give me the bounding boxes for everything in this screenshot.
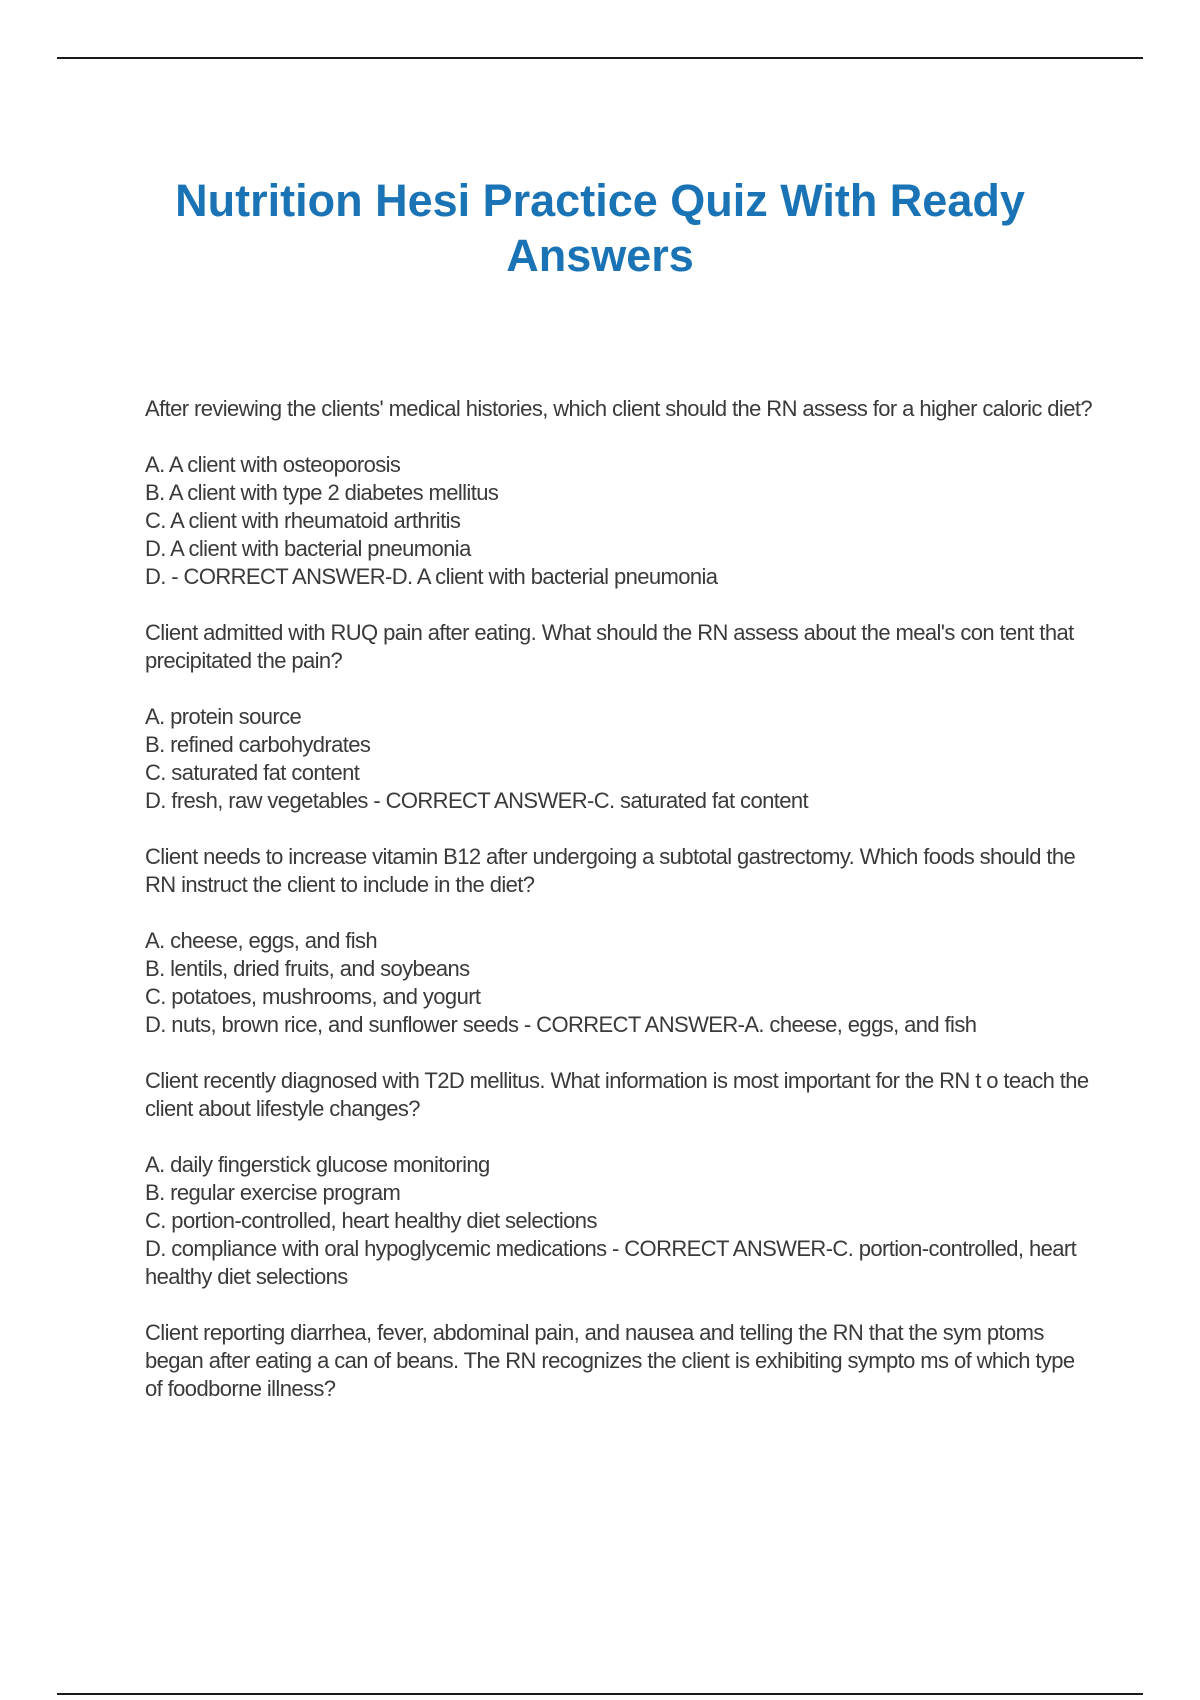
option-b: B. lentils, dried fruits, and soybeans (145, 956, 470, 981)
question-text: After reviewing the clients' medical histories, which client should the RN assess for a higher caloric diet? (145, 396, 1092, 421)
option-b: B. refined carbohydrates (145, 732, 371, 757)
question-5 (145, 1319, 1095, 1403)
option-c: C. portion-controlled, heart healthy diet selections (145, 1208, 597, 1233)
quiz-content (145, 395, 1095, 1431)
option-c: C. A client with rheumatoid arthritis (145, 508, 461, 533)
option-a: A. cheese, eggs, and fish (145, 928, 378, 953)
option-d-with-answer: D. nuts, brown rice, and sunflower seeds - CORRECT ANSWER-A. cheese, eggs, and fish (145, 1012, 977, 1037)
question-2 (145, 619, 1095, 815)
option-d-with-answer: D. fresh, raw vegetables - CORRECT ANSWER-C. saturated fat content (145, 788, 809, 813)
option-b: B. A client with type 2 diabetes mellitus (145, 480, 499, 505)
option-d: D. A client with bacterial pneumonia (145, 536, 471, 561)
question-text: Client admitted with RUQ pain after eating. What should the RN assess about the meal's con tent that precipitated the pain? (145, 620, 1074, 673)
option-a: A. protein source (145, 704, 302, 729)
question-1 (145, 395, 1095, 591)
footer-rule (57, 1693, 1143, 1695)
option-d-with-answer: D. compliance with oral hypoglycemic medications - CORRECT ANSWER-C. portion-controlled, heart healthy diet selections (145, 1236, 1077, 1289)
option-a: A. daily fingerstick glucose monitoring (145, 1152, 490, 1177)
option-a: A. A client with osteoporosis (145, 452, 401, 477)
document-title: Nutrition Hesi Practice Quiz With Ready Answers (175, 175, 1025, 281)
option-c: C. saturated fat content (145, 760, 360, 785)
question-4 (145, 1067, 1095, 1291)
option-c: C. potatoes, mushrooms, and yogurt (145, 984, 481, 1009)
header-rule (57, 57, 1143, 59)
option-b: B. regular exercise program (145, 1180, 401, 1205)
question-text: Client recently diagnosed with T2D mellitus. What information is most important for the RN t o teach the client about lifestyle changes? (145, 1068, 1089, 1121)
correct-answer: D. - CORRECT ANSWER-D. A client with bacterial pneumonia (145, 564, 718, 589)
question-text: Client reporting diarrhea, fever, abdominal pain, and nausea and telling the RN that the sym ptoms began after eating a can of beans. The RN recognizes the client is exhibiting sympto ms of which type of foodborne illness? (145, 1320, 1075, 1401)
question-3 (145, 843, 1095, 1039)
question-text: Client needs to increase vitamin B12 after undergoing a subtotal gastrectomy. Which foods should the RN instruct the client to include in the diet? (145, 844, 1076, 897)
